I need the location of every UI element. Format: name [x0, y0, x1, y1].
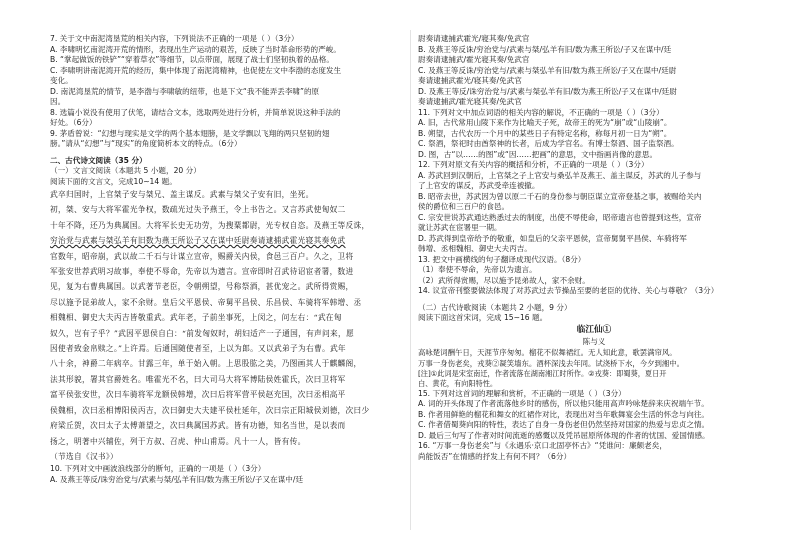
poem-note-line: [注]①此词是宋室南迁，作者流落在湖南湘江时所作。②戎葵：即蜀葵，夏日开 — [418, 368, 667, 378]
question-9-line: 9. 茅盾曾说：“幻想与现实是文学的两个基本翅膀，是文学飘以飞翔的两只坚韧的翅 — [50, 128, 330, 138]
question-13-item: （1）奉使不辱命，先帝以为遗言。 — [418, 265, 537, 274]
passage-line: 军张安世荐武明习故事，奉使不辱命，先帝以为遗言。宣帝即时召武待诏宦者署，数进 — [50, 267, 354, 277]
question-12-line: B. 昭帝去世，苏武因为曾以原二千石的身份参与朝臣谋立宣帝登基之事，被赐给关内 — [418, 191, 702, 201]
question-14 — [418, 286, 770, 297]
question-10 — [50, 464, 402, 485]
poem-line: 高咏楚词酬午日，天涯节序匆匆。榴花不似舞裙红。无人知此意，歌罢满帘风。 — [418, 347, 677, 357]
question-15-line: B. 作者用鲜艳的榴花和舞女的红裙作对比，表现出对当年歌舞宴会生活的怀念与向往。 — [418, 409, 710, 419]
question-8 — [50, 108, 402, 129]
question-8-line: 好处。（6分） — [50, 118, 97, 127]
question-11 — [418, 108, 770, 161]
poem-author: 陈与义 — [582, 336, 606, 346]
question-12-line: 12. 下列对原文有关内容的概括和分析，不正确的一项是（ ）（3分） — [418, 160, 649, 169]
question-10-option-a: A. 及燕王等反/诛穷治党与/武素与桀/弘羊有旧/数为燕王所讼/子又在谋中/廷 — [50, 474, 304, 484]
question-7-stem: 7. 关于文中南泥湾垦荒的相关内容，下列说法不正确的一项是（ ）（3分） — [50, 34, 299, 43]
passage-line: 扬之，明著中兴辅佐，列于方叔、召虎、仲山甫焉。凡十一人，皆有传。 — [50, 436, 306, 446]
question-12-line: 就让苏武在宦署里一期。 — [418, 223, 502, 232]
question-8-line: 8. 选篇小说没有使用了伏笔，请结合文本，选取两处进行分析，并简单说说这种手法的 — [50, 107, 341, 117]
passage-line: 奴久，岂有子乎？”武因平恩侯自白：“前发匈奴时，胡妇适产一子通国，有声问来，愿 — [50, 328, 354, 338]
question-12-line: C. 宗安世说苏武通达熟悉过去的制度，出使不辱使命，昭帝遗言也曾提到这些，宣帝 — [418, 212, 702, 222]
question-10-stem: 10. 下列对文中画波浪线部分的断句，正确的一项是（ ）（3分） — [50, 464, 266, 474]
question-7-option: 因。 — [50, 97, 66, 106]
passage-line-wavy: 穷治党与武素与桀弘羊有旧数为燕王所讼子又在谋中廷尉奏请逮捕武霍光寝其奏免武 — [50, 236, 346, 246]
question-11-line: B. 朔望，古代农历一个月中的某些日子有特定名称，称每月初一日为“朔”。 — [418, 128, 672, 138]
question-10-continued — [418, 34, 770, 108]
question-11-line: D. 图，古“以……的图”或“因……把画”的意思，文中指画肖像的意思。 — [418, 149, 658, 159]
column-divider — [410, 30, 411, 530]
question-15-line: C. 作者借蜀葵向阳的特性，表达了自身一身伤老但仍然坚持对国家的热爱与忠贞之情。 — [418, 420, 710, 429]
question-7-option: A. 李啸明忆南泥湾开荒的情形，表现出生产运动的艰苦，反映了当时革命形势的严峻。 — [50, 44, 341, 54]
question-12-line: 侯的爵位和三百户的食邑。 — [418, 202, 510, 211]
passage-line: 富平侯张安世，次曰车骑将军龙额侯韩增，次曰后将军营平侯赵充国，次曰丞相高平 — [50, 390, 346, 400]
classical-passage — [50, 187, 402, 464]
right-column — [418, 34, 770, 462]
question-7 — [50, 34, 402, 108]
question-9-line: 膀。”请从“幻想”与“现实”的角度简析本文的特点。（6分） — [50, 139, 242, 148]
passage-source: （节选自《汉书》） — [50, 451, 119, 461]
question-12-line: 了上官安的谋反，苏武受牵连被撤。 — [418, 181, 540, 190]
passage-line: 府梁丘贺，次曰太子太傅萧望之，次曰典属国苏武。皆有功德，知名当世，是以表而 — [50, 421, 346, 431]
question-13 — [418, 255, 770, 287]
question-15-line: D. 最后三句写了作者对时间流逝的感慨以及凭吊屈原所体现的作者的忧国、爱国情感。 — [418, 430, 710, 440]
poem-line: 万事一身伤老矣，戎葵②凝笑墙东。酒杯深浅去年同。试浇桥下水，今夕到湘中。 — [418, 358, 685, 368]
question-12-line: A. 苏武回到汉朝后，上官桀之子上官安与桑弘羊及燕王、盖主谋反，苏武的儿子参与 — [418, 170, 702, 180]
left-column — [50, 34, 402, 485]
passage-line: 因使者致金帛赎之。”上许焉。后通国随使者至，上以为郎。又以武弟子为右曹。武年 — [50, 344, 346, 354]
question-10-line: B. 及燕王等反诛/穷治党与/武素与桀/弘羊有旧/数为燕王所讼/子又在谋中/廷 — [418, 44, 672, 54]
question-10-line: D. 及燕王等反/诛穷治党与/武素与桀弘羊有旧/数为燕王所讼/子又在谋中/廷尉 — [418, 86, 677, 96]
question-15-line: A. 词的开头体现了作者流落他乡时的感伤，所以他只能用高声吟咏楚辞来庆祝端午节。 — [418, 399, 709, 408]
question-9 — [50, 129, 402, 150]
question-16-line: 尚能饭否”在情感的抒发上有何不同？（6分） — [418, 451, 572, 461]
question-15-line: 15. 下列对这首词的理解和赏析，不正确的一项是（ ）（3分） — [418, 388, 626, 398]
question-13-item: （2）武所得赏赐，尽以施予昆弟故人，家不余财。 — [418, 275, 590, 285]
section-heading: 二、古代诗文阅读（35 分） — [50, 155, 147, 165]
question-10-line: 尉奏请逮捕武/霍光寝其奏/免武官 — [418, 55, 530, 64]
passage-line: 法其形貌，署其官爵姓名。唯霍光不名，曰大司马大将军博陆侯姓霍氏，次曰卫将军 — [50, 374, 346, 384]
instruction: 阅读下面这首宋词，完成 15~16 题。 — [418, 313, 548, 322]
passage-line: 八十余，神爵二年病卒。甘露三年，单于始入朝。上思股肱之美，乃图画其人于麒麟阁， — [50, 359, 362, 369]
poem-notes — [418, 369, 770, 389]
question-13-stem: 13. 把文中画横线的句子翻译成现代汉语。（8分） — [418, 254, 586, 264]
question-15 — [418, 389, 770, 442]
passage-line: 尽以施予昆弟故人，家不余财。皇后父平恩侯、帝舅平昌侯、乐昌侯、车骑将军韩增、丞 — [50, 297, 362, 307]
question-10-line: 奏请逮捕武霍光/寝其奏/免武官 — [418, 76, 522, 85]
question-10-line: C. 及燕王等反诛/穷治党与/武素与桀弘羊有旧/数为燕王所讼/子又在谋中/廷尉 — [418, 65, 677, 75]
question-12 — [418, 160, 770, 255]
question-11-line: 11. 下列对文中加点词语的相关内容的解说，不正确的一项是（ ）（3分） — [418, 107, 664, 117]
question-10-line: 奏请逮捕武/霍光寝其奏/免武官 — [418, 97, 522, 106]
passage-line: 初，桀、安与大将军霍光争权，数疏光过失予燕王，令上书告之。又言苏武使匈奴二 — [50, 205, 346, 215]
passage-line: 十年不降，还乃为典属国。大将军长史无功劳，为搜粟都尉，光专权自恣。及燕王等反诛， — [50, 220, 370, 230]
passage-line: 相魏相、御史大夫丙吉皆敬重武。武年老，子前坐事死，上闵之，问左右：“武在匈 — [50, 313, 342, 323]
question-7-option: C. 李啸明讲南泥湾开荒的经历，集中体现了南泥湾精神，也促使左文中李渤的态度发生 — [50, 65, 342, 75]
passage-line: 武卒归国时，上官桀子安与桀兄、盖主谋反。武素与桀父子安有旧，坐死。 — [50, 190, 314, 199]
question-12-line: D. 苏武得到皇帝给予的敬重，如皇后的父亲平恩侯，宣帝舅舅平昌侯、车骑将军 — [418, 233, 687, 243]
poem-note-line: 白、黄花，有向阳特性。 — [418, 378, 498, 388]
question-11-line: C. 祭酒，祭祀时由酋祭神的长者，后成为学官名。有博士祭酒、国子监祭酒。 — [418, 139, 679, 148]
poem-title: 临江仙① — [576, 324, 612, 335]
passage-line: 见，复为右曹典属国。以武著节老臣，令朝朔望，号称祭酒，甚优宠之。武所得赏赐， — [50, 282, 354, 292]
question-16-line: 16. “万事一身伤老矣”与《永遇乐·京口北固亭怀古》“凭谁问：廉颇老矣， — [418, 441, 667, 450]
passage-line: 侯魏相，次曰丞相博阳侯丙吉，次曰御史大夫建平侯杜延年，次曰宗正阳城侯刘德，次曰少 — [50, 405, 370, 415]
question-16 — [418, 441, 770, 462]
question-7-option: B. “掌起做饭的铁铲”“穿着草衣”等细节，以点带面，展现了战士们坚韧执着的品格。 — [50, 55, 334, 64]
instruction: 阅读下面的文言文，完成10~14 题。 — [50, 176, 177, 186]
passage-line: 官数年，昭帝崩，武以故二千石与计谋立宣帝，赐爵关内侯，食邑三百户。久之，卫将 — [50, 251, 354, 261]
question-7-option: 变化。 — [50, 76, 73, 85]
question-12-line: 韩增、丞相魏相、御史大夫丙吉。 — [418, 244, 532, 253]
poem-block — [418, 324, 770, 369]
question-7-option: D. 南泥湾垦荒的情节，是李渤与李啸敏的纽带，也是下文“我不能弄丢李啸”的原 — [50, 86, 320, 96]
question-10-line: 尉奏请逮捕武霍光/寝其奏/免武官 — [418, 34, 530, 43]
subsection-heading: （一）文言文阅读（本题共 5 小题，20 分） — [50, 166, 201, 175]
subsection-heading: （二）古代诗歌阅读（本题共 2 小题，9 分） — [418, 302, 572, 312]
question-14-line: 14. 议宣帝刊整要做法体现了对苏武过去节操品至要的老臣的优待、关心与尊敬？（3分） — [418, 286, 719, 295]
question-11-line: A. 旧，古代常用山陵下来作为比喻天子死，故帝王的死为“崩”或“山陵崩”。 — [418, 118, 672, 127]
